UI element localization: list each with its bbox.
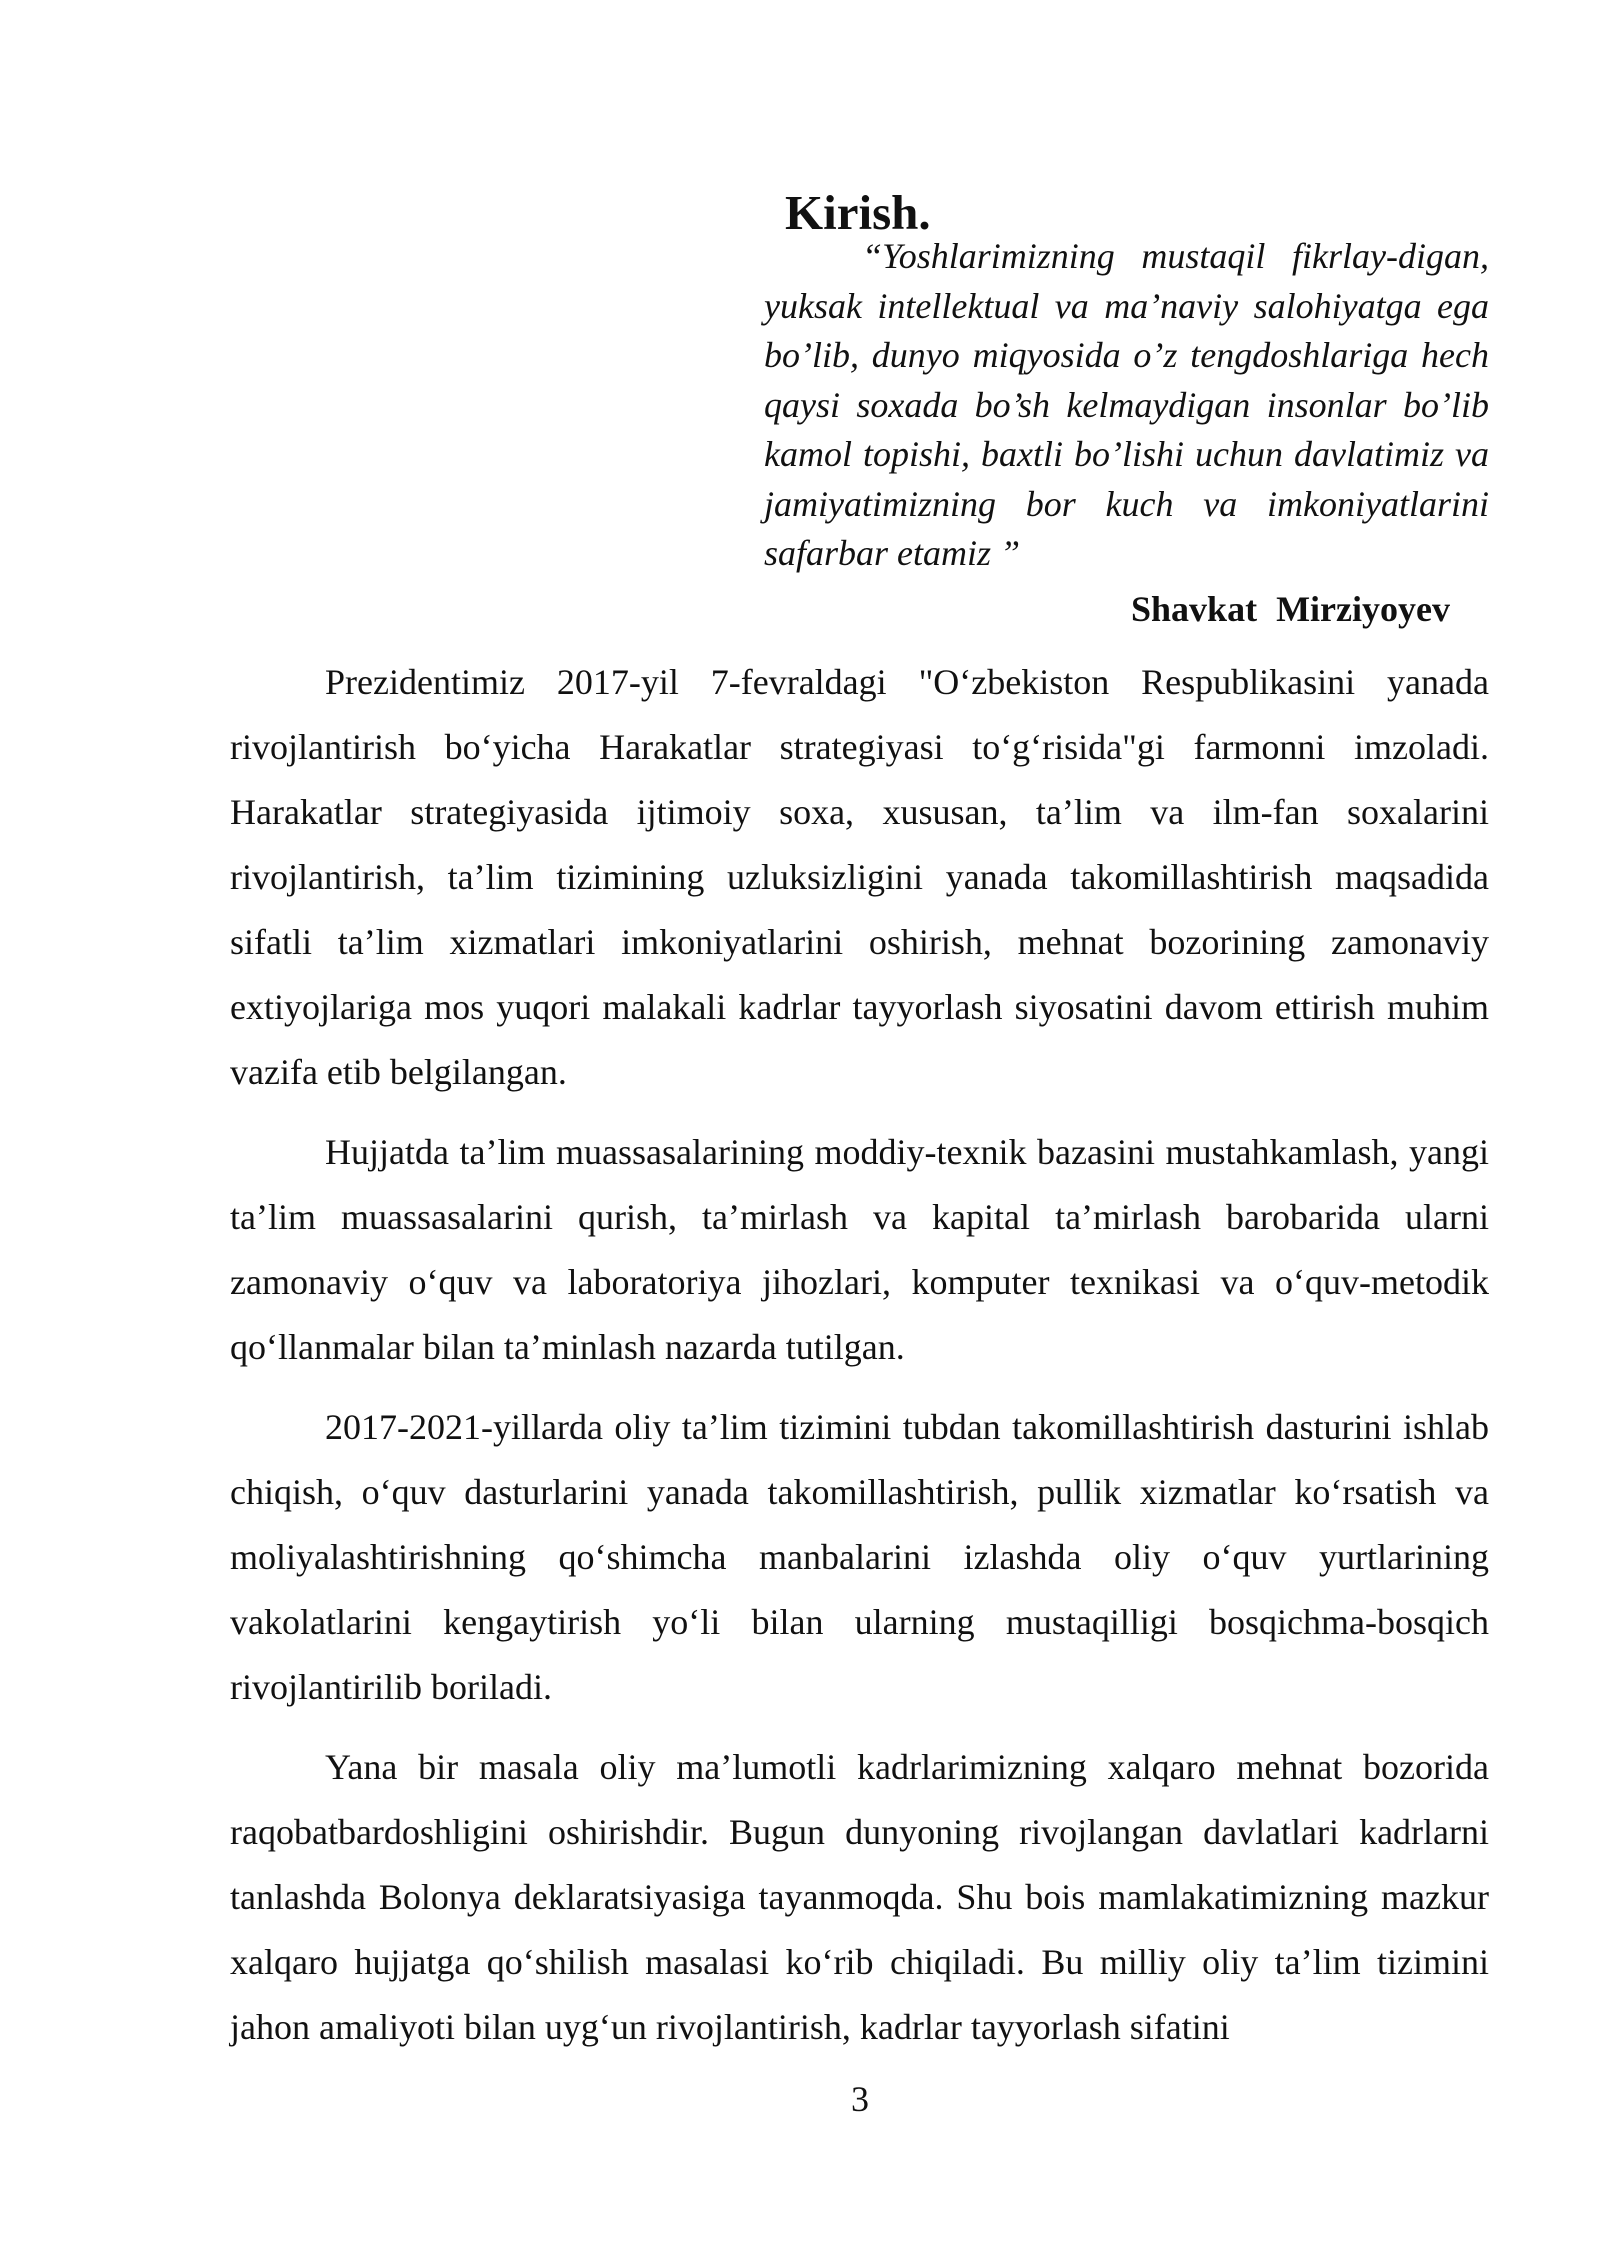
epigraph-quote: “Yoshlarimizning mustaqil fikrlay-digan, yuksak intellektual va ma’naviy salohiyatga ega bo’lib, dunyo miqyosida o’z tengdoshlariga hech qaysi soxada bo’sh kelmaydigan insonlar bo’lib kamol topishi, baxtli bo’lishi uchun davlatimiz va jamiyatimizning bor kuch va imkoniyatlarini safarbar etamiz ” — [764, 236, 1489, 573]
paragraph: 2017-2021-yillarda oliy ta’lim tizimini tubdan takomillashtirish dasturini ishlab chiqish, o‘quv dasturlarini yanada takomillashtirish, pullik xizmatlar ko‘rsatish va moliyalashtirishning qo‘shimcha manbalarini izlashda oliy o‘quv yurtlarining vakolatlarini kengaytirish yo‘li bilan ularning mustaqilligi bosqichma-bosqich rivojlantirilib boriladi. — [230, 1407, 1489, 1707]
epigraph-author: Shavkat Mirziyoyev — [1131, 589, 1450, 629]
paragraph: Prezidentimiz 2017-yil 7-fevraldagi "O‘zbekiston Respublikasini yanada rivojlantirish bo‘yicha Harakatlar strategiyasi to‘g‘risida"gi farmonni imzoladi. Harakatlar strategiyasida ijtimoiy soxa, xususan, ta’lim va ilm-fan soxalarini rivojlantirish, ta’lim tizimining uzluksizligini yanada takomillashtirish maqsadida sifatli ta’lim xizmatlari imkoniyatlarini oshirish, mehnat bozorining zamonaviy extiyojlariga mos yuqori malakali kadrlar tayyorlash siyosatini davom ettirish muhim vazifa etib belgilangan. — [230, 662, 1489, 1092]
body-text — [230, 650, 1489, 2075]
paragraph: Hujjatda ta’lim muassasalarining moddiy-texnik bazasini mustahkamlash, yangi ta’lim muassasalarini qurish, ta’mirlash va kapital ta’mirlash barobarida ularni zamonaviy o‘quv va laboratoriya jihozlari, komputer texnikasi va o‘quv-metodik qo‘llanmalar bilan ta’minlash nazarda tutilgan. — [230, 1132, 1489, 1367]
paragraph: Yana bir masala oliy ma’lumotli kadrlarimizning xalqaro mehnat bozorida raqobatbardoshligini oshirishdir. Bugun dunyoning rivojlangan davlatlari kadrlarni tanlashda Bolonya deklaratsiyasiga tayanmoqda. Shu bois mamlakatimizning mazkur xalqaro hujjatga qo‘shilish masalasi ko‘rib chiqiladi. Bu milliy oliy ta’lim tizimini jahon amaliyoti bilan uyg‘un rivojlantirish, kadrlar tayyorlash sifatini — [230, 1747, 1489, 2047]
page-number: 3 — [851, 2079, 869, 2119]
section-title: Kirish. — [785, 184, 931, 240]
